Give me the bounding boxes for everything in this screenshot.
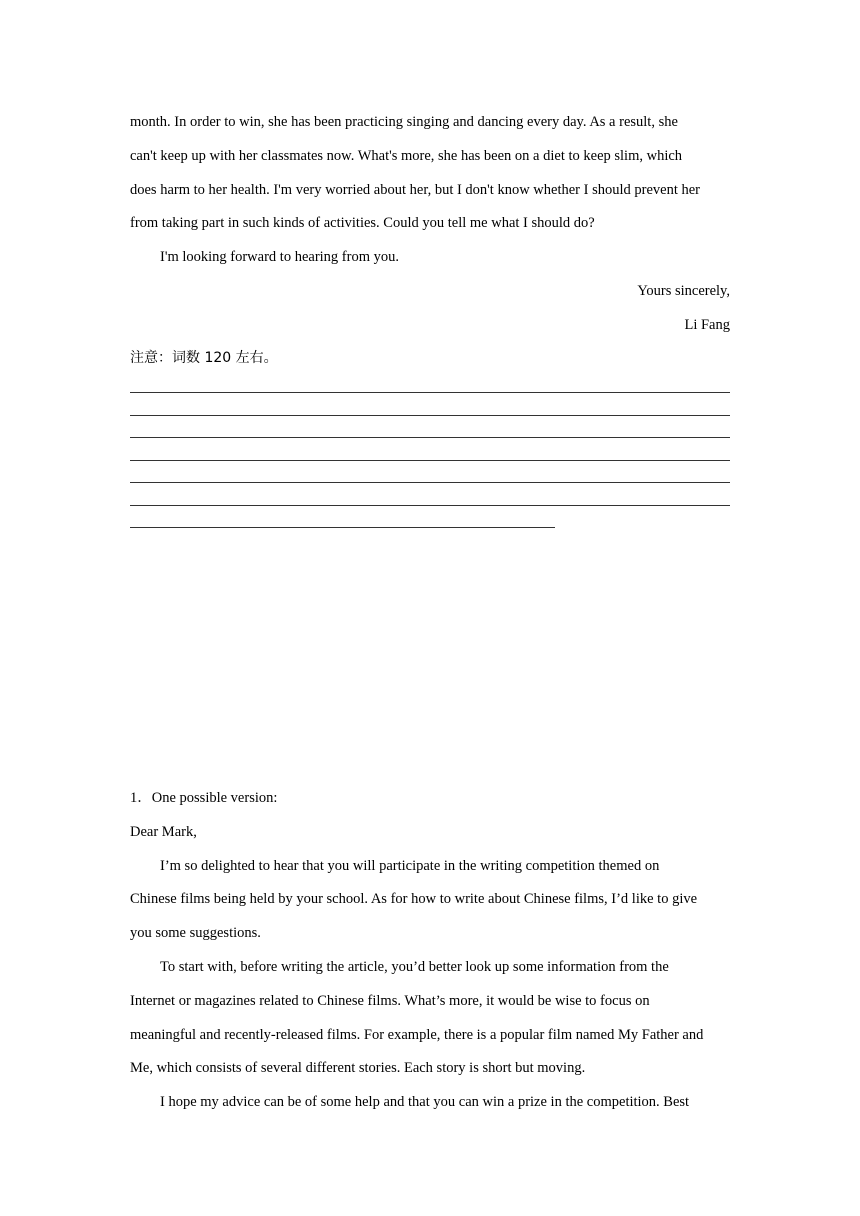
- writing-line: [130, 392, 730, 393]
- answer-salutation: Dear Mark,: [130, 824, 197, 840]
- letter-sign-off: Yours sincerely,: [637, 283, 730, 299]
- writing-line: [130, 415, 730, 416]
- letter-line-1: month. In order to win, she has been practicing singing and dancing every day. As a result, she: [130, 114, 678, 130]
- answer-heading: 1．One possible version:: [130, 790, 278, 806]
- letter-line-3: does harm to her health. I'm very worried about her, but I don't know whether I should prevent her: [130, 182, 700, 198]
- writing-line: [130, 527, 555, 528]
- answer-line-7: Me, which consists of several different stories. Each story is short but moving.: [130, 1060, 586, 1076]
- answer-line-2: Chinese films being held by your school. As for how to write about Chinese films, I’d like to give: [130, 891, 698, 907]
- answer-line-5: Internet or magazines related to Chinese films. What’s more, it would be wise to focus on: [130, 993, 650, 1009]
- writing-line: [130, 505, 730, 506]
- answer-line-1: I’m so delighted to hear that you will participate in the writing competition themed on: [160, 858, 660, 874]
- letter-closing-line: I'm looking forward to hearing from you.: [160, 249, 399, 265]
- writing-line: [130, 482, 730, 483]
- answer-line-8: I hope my advice can be of some help and that you can win a prize in the competition. Best: [160, 1094, 690, 1110]
- answer-line-4: To start with, before writing the article, you’d better look up some information from the: [160, 959, 669, 975]
- word-count-note: 注意：词数 120 左右。: [130, 350, 278, 366]
- writing-line: [130, 460, 730, 461]
- writing-line: [130, 437, 730, 438]
- letter-line-2: can't keep up with her classmates now. What's more, she has been on a diet to keep slim, which: [130, 148, 683, 164]
- answer-line-6: meaningful and recently-released films. For example, there is a popular film named My Father and: [130, 1027, 704, 1043]
- letter-line-4: from taking part in such kinds of activities. Could you tell me what I should do?: [130, 215, 595, 231]
- letter-signature: Li Fang: [684, 317, 730, 333]
- answer-line-3: you some suggestions.: [130, 925, 261, 941]
